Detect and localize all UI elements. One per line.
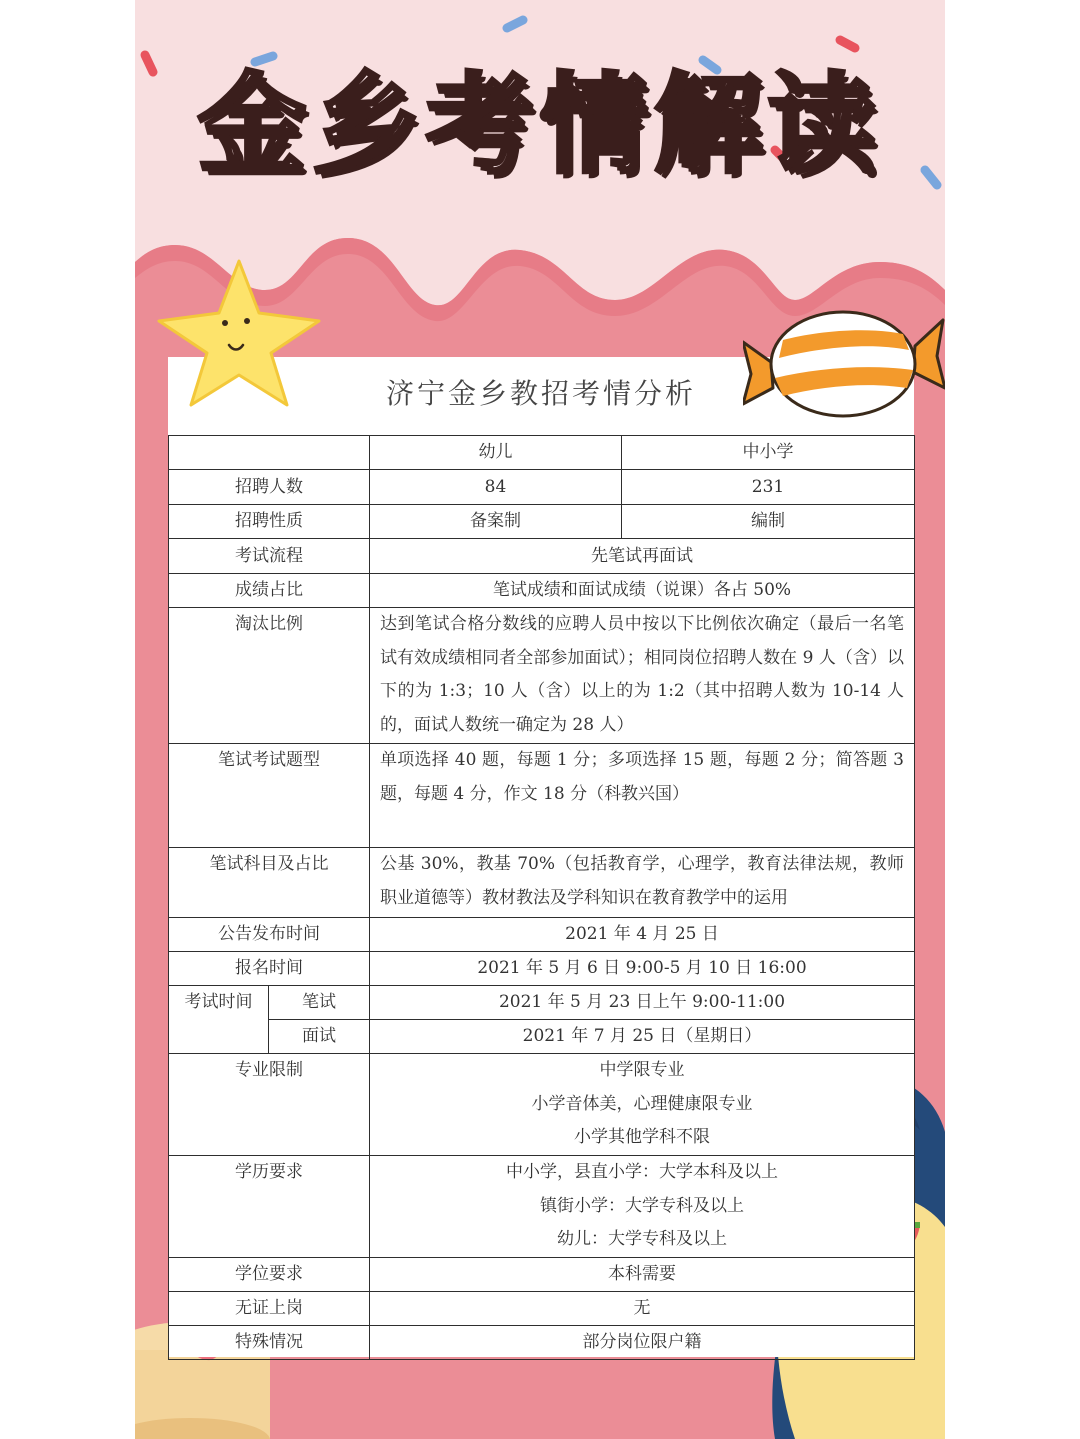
row-label: 笔试考试题型 [169, 744, 370, 848]
row-label: 特殊情况 [169, 1326, 370, 1360]
table-row [169, 574, 915, 608]
cell-value: 无 [370, 1292, 915, 1326]
table-row [169, 470, 915, 505]
table-row [169, 1020, 915, 1054]
row-label: 淘汰比例 [169, 608, 370, 744]
cell-value: 单项选择 40 题，每题 1 分；多项选择 15 题，每题 2 分；简答题 3 题，每题 4 分，作文 18 分（科教兴国） [370, 744, 915, 848]
row-label: 考试流程 [169, 539, 370, 574]
cell-value: 备案制 [370, 505, 622, 539]
table-row [169, 848, 915, 918]
table-row [169, 1156, 915, 1258]
line: 中学限专业 [599, 1060, 685, 1080]
row-label: 报名时间 [169, 952, 370, 986]
info-card [168, 357, 914, 1357]
table-row [169, 1292, 915, 1326]
table-row [169, 539, 915, 574]
sub-label: 面试 [269, 1020, 370, 1054]
table-row [169, 952, 915, 986]
cell-value [370, 1156, 915, 1258]
table-row [169, 1326, 915, 1360]
row-label: 专业限制 [169, 1054, 370, 1156]
cell-value: 本科需要 [370, 1258, 915, 1292]
table-row [169, 608, 915, 744]
cell-value: 2021 年 5 月 6 日 9:00-5 月 10 日 16:00 [370, 952, 915, 986]
line: 小学其他学科不限 [574, 1127, 710, 1147]
table-row [169, 505, 915, 539]
table-row [169, 744, 915, 848]
cell-value: 公基 30%，教基 70%（包括教育学，心理学，教育法律法规，教师职业道德等）教材教法及学科知识在教育教学中的运用 [370, 848, 915, 918]
cell-value: 先笔试再面试 [370, 539, 915, 574]
row-label: 招聘人数 [169, 470, 370, 505]
row-label: 考试时间 [169, 986, 269, 1054]
table-row [169, 1054, 915, 1156]
cell-value: 2021 年 5 月 23 日上午 9:00-11:00 [370, 986, 915, 1020]
row-label: 成绩占比 [169, 574, 370, 608]
cell-value: 笔试成绩和面试成绩（说课）各占 50% [370, 574, 915, 608]
row-label: 无证上岗 [169, 1292, 370, 1326]
line: 幼儿：大学专科及以上 [557, 1229, 727, 1249]
row-label: 招聘性质 [169, 505, 370, 539]
cell-value: 2021 年 4 月 25 日 [370, 918, 915, 952]
cell-value: 2021 年 7 月 25 日（星期日） [370, 1020, 915, 1054]
header-youer: 幼儿 [370, 436, 622, 470]
table-row [169, 918, 915, 952]
row-label: 笔试科目及占比 [169, 848, 370, 918]
line: 小学音体美，心理健康限专业 [531, 1093, 753, 1114]
table-row [169, 1258, 915, 1292]
cell-value [370, 1054, 915, 1156]
star-icon [147, 255, 327, 410]
sheet-title: 济宁金乡教招考情分析 [168, 357, 914, 436]
cell-value: 84 [370, 470, 622, 505]
line: 镇街小学：大学专科及以上 [540, 1195, 744, 1216]
exam-info-table [168, 435, 915, 1360]
cell-value: 达到笔试合格分数线的应聘人员中按以下比例依次确定（最后一名笔试有效成绩相同者全部参加面试）；相同岗位招聘人数在 9 人（含）以下的为 1:3；10 人（含）以上的为 1:2（其中招聘人数为 10-14 人的，面试人数统一确定为 28 人） [370, 608, 915, 744]
table-row [169, 986, 915, 1020]
header-zhongxiao: 中小学 [622, 436, 915, 470]
sub-label: 笔试 [269, 986, 370, 1020]
candy-icon [743, 292, 945, 442]
line: 中小学，县直小学：大学本科及以上 [506, 1162, 778, 1182]
cell-value: 编制 [622, 505, 915, 539]
header-blank [169, 436, 370, 470]
row-label: 公告发布时间 [169, 918, 370, 952]
cell-value: 231 [622, 470, 915, 505]
cell-value: 部分岗位限户籍 [370, 1326, 915, 1360]
row-label: 学历要求 [169, 1156, 370, 1258]
headline: 金乡考情解读 [197, 62, 882, 188]
row-label: 学位要求 [169, 1258, 370, 1292]
poster [135, 0, 945, 1439]
